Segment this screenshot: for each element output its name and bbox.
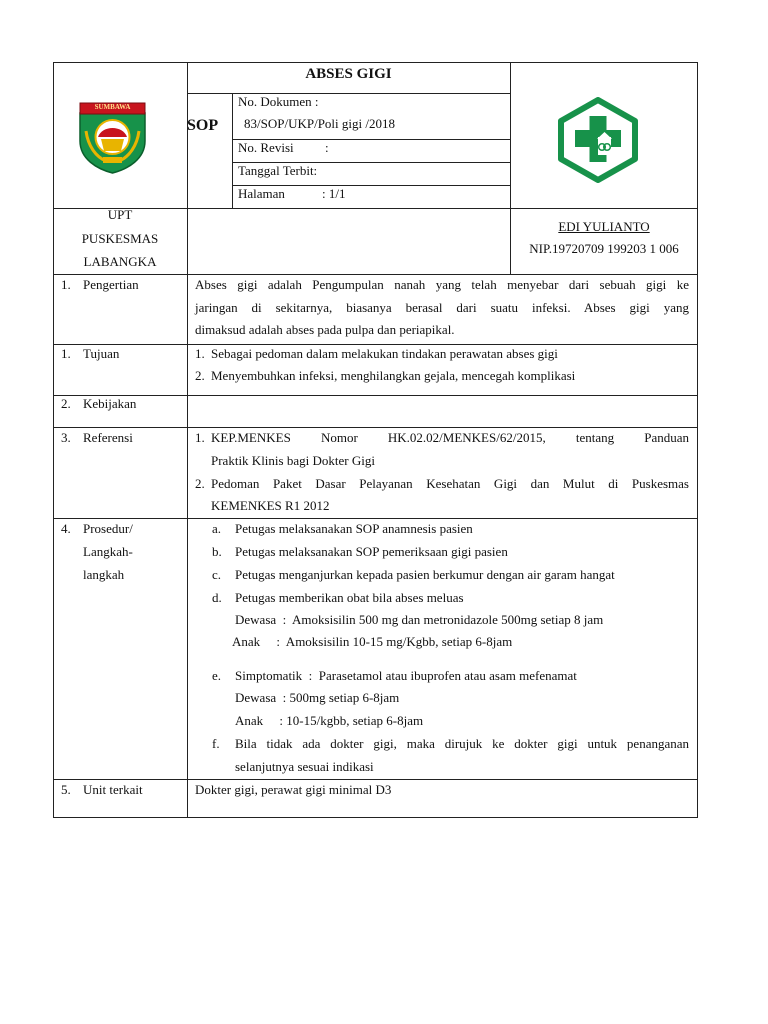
sop-label: SOP bbox=[187, 117, 219, 134]
grid-line bbox=[53, 395, 698, 396]
grid-line bbox=[187, 344, 188, 818]
section-label-prosedur: Prosedur/ bbox=[83, 521, 133, 536]
section-number: 1. bbox=[61, 346, 71, 361]
dosage-line: Anak : Amoksisilin 10-15 mg/Kgbb, setiap 6-8jam bbox=[232, 634, 513, 649]
tujuan-item: Menyembuhkan infeksi, menghilangkan gejala, mencegah komplikasi bbox=[211, 368, 576, 383]
section-number: 5. bbox=[61, 782, 71, 797]
grid-line bbox=[53, 427, 698, 428]
grid-line bbox=[53, 344, 698, 345]
list-item-letter: b. bbox=[212, 544, 222, 559]
section-label-kebijakan: Kebijakan bbox=[83, 396, 137, 411]
unit-terkait-text: Dokter gigi, perawat gigi minimal D3 bbox=[195, 782, 392, 797]
prosedur-step: Petugas memberikan obat bila abses meluas bbox=[235, 590, 464, 605]
section-number: 3. bbox=[61, 430, 71, 445]
grid-line bbox=[53, 274, 698, 275]
referensi-item: KEP.MENKES Nomor HK.02.02/MENKES/62/2015, tentang Panduan bbox=[211, 430, 689, 445]
list-item-letter: c. bbox=[212, 567, 222, 582]
regional-logo bbox=[76, 101, 149, 174]
list-item-letter: d. bbox=[212, 590, 222, 605]
prosedur-step: Petugas melaksanakan SOP anamnesis pasien bbox=[235, 521, 473, 536]
org-name-line: PUSKESMAS bbox=[81, 231, 159, 246]
section-number: 2. bbox=[61, 396, 71, 411]
dosage-line: Anak : 10-15/kgbb, setiap 6-8jam bbox=[235, 713, 424, 728]
list-item-number: 1. bbox=[195, 430, 205, 445]
list-item-number: 2. bbox=[195, 476, 205, 491]
section-number: 1. bbox=[61, 277, 71, 292]
prosedur-step: Simptomatik : Parasetamol atau ibuprofen atau asam mefenamat bbox=[235, 668, 577, 683]
page-label: Halaman bbox=[238, 186, 285, 201]
tujuan-item: Sebagai pedoman dalam melakukan tindakan perawatan abses gigi bbox=[211, 346, 558, 361]
regional-logo-text: SUMBAWA bbox=[94, 103, 131, 111]
section-label-prosedur: Langkah- bbox=[83, 544, 133, 559]
list-item-letter: f. bbox=[212, 736, 220, 751]
grid-line bbox=[187, 93, 510, 94]
doc-number-value: 83/SOP/UKP/Poli gigi /2018 bbox=[244, 116, 395, 131]
dosage-line: Dewasa : 500mg setiap 6-8jam bbox=[235, 690, 400, 705]
pengertian-text-line: dimaksud adalah abses pada pulpa dan periapikal. bbox=[195, 322, 455, 337]
puskesmas-logo bbox=[555, 97, 641, 183]
section-label-referensi: Referensi bbox=[83, 430, 133, 445]
grid-line bbox=[187, 62, 188, 344]
list-item-number: 2. bbox=[195, 368, 205, 383]
referensi-item-continued: Praktik Klinis bagi Dokter Gigi bbox=[211, 453, 375, 468]
pengertian-text-line: jaringan di sekitarnya, biasanya berasal dari suatu infeksi. Abses gigi yang bbox=[195, 300, 689, 315]
referensi-item-continued: KEMENKES R1 2012 bbox=[211, 498, 330, 513]
revision-colon: : bbox=[325, 140, 329, 155]
grid-line bbox=[53, 518, 698, 519]
prosedur-step: Bila tidak ada dokter gigi, maka dirujuk ke dokter gigi untuk penanganan bbox=[235, 736, 689, 751]
document-title: ABSES GIGI bbox=[305, 66, 392, 82]
dosage-line: Dewasa : Amoksisilin 500 mg dan metronidazole 500mg setiap 8 jam bbox=[235, 612, 604, 627]
section-number: 4. bbox=[61, 521, 71, 536]
pengertian-text-line: Abses gigi adalah Pengumpulan nanah yang telah menyebar dari sebuah gigi ke bbox=[195, 277, 689, 292]
list-item-number: 1. bbox=[195, 346, 205, 361]
doc-number-label: No. Dokumen : bbox=[238, 94, 319, 109]
prosedur-step: Petugas menganjurkan kepada pasien berkumur dengan air garam hangat bbox=[235, 567, 615, 582]
section-label-prosedur: langkah bbox=[83, 567, 125, 582]
prosedur-step-continued: selanjutnya sesuai indikasi bbox=[235, 759, 374, 774]
referensi-item: Pedoman Paket Dasar Pelayanan Kesehatan Gigi dan Mulut di Puskesmas bbox=[211, 476, 689, 491]
page-value: : 1/1 bbox=[322, 186, 346, 201]
list-item-letter: e. bbox=[212, 668, 222, 683]
signer-nip: NIP.19720709 199203 1 006 bbox=[529, 241, 679, 256]
revision-label: No. Revisi bbox=[238, 140, 294, 155]
grid-line bbox=[53, 779, 698, 780]
org-name-line: UPT bbox=[107, 207, 133, 222]
list-item-letter: a. bbox=[212, 521, 222, 536]
grid-line bbox=[232, 93, 233, 209]
section-label-tujuan: Tujuan bbox=[83, 346, 120, 361]
section-label-pengertian: Pengertian bbox=[83, 277, 139, 292]
section-label-unit-terkait: Unit terkait bbox=[83, 782, 143, 797]
prosedur-step: Petugas melaksanakan SOP pemeriksaan gigi pasien bbox=[235, 544, 508, 559]
issue-date-label: Tanggal Terbit: bbox=[238, 163, 318, 178]
org-name-line: LABANGKA bbox=[83, 254, 157, 269]
signer-name: EDI YULIANTO bbox=[558, 219, 650, 234]
